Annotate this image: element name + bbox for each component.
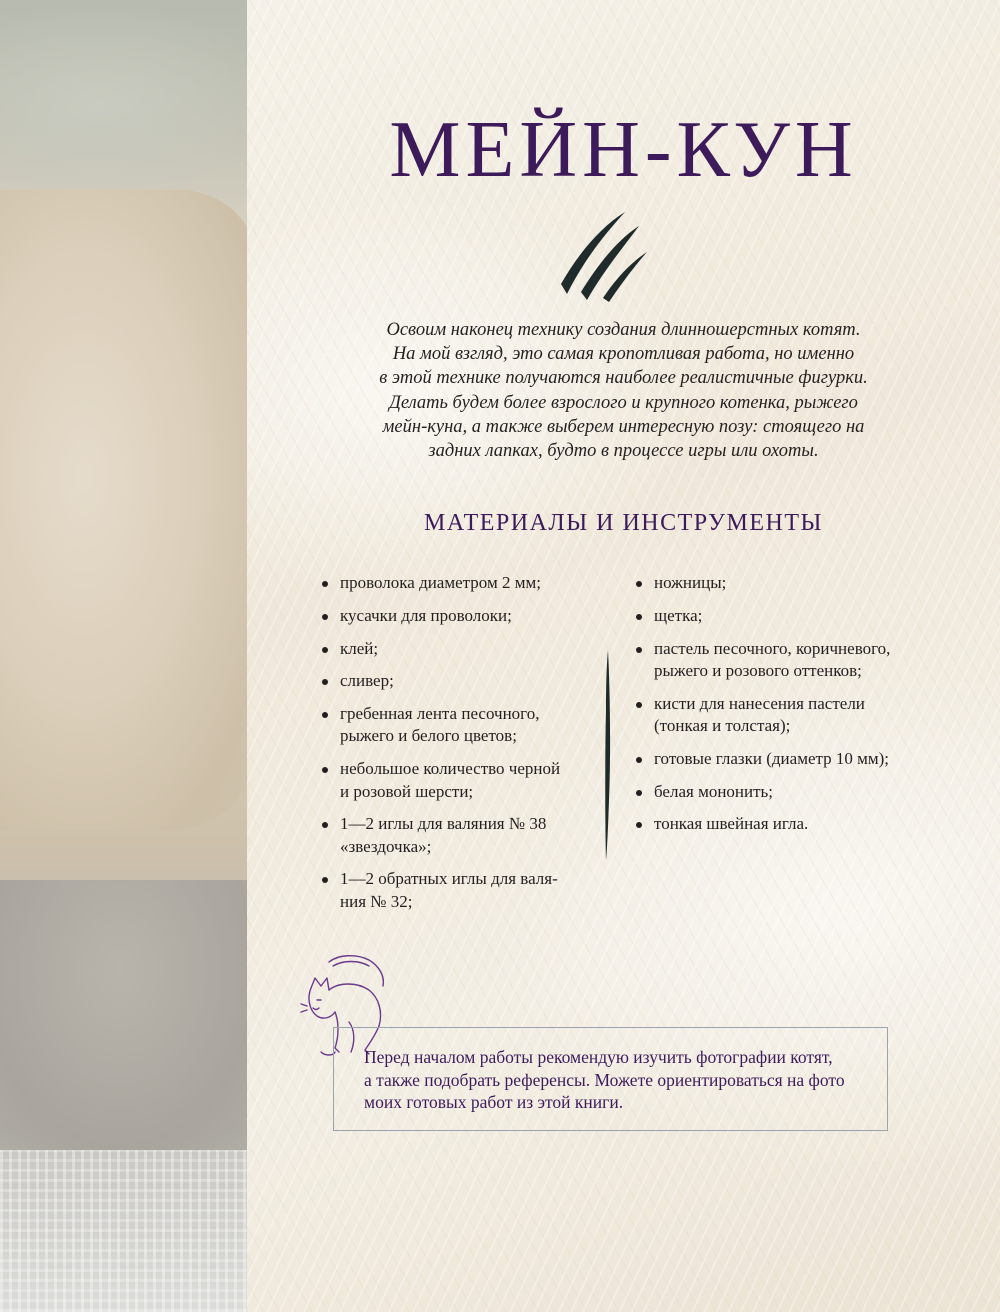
materials-heading: МАТЕРИАЛЫ И ИНСТРУМЕНТЫ <box>424 510 823 536</box>
material-item-text: кусачки для проволоки; <box>340 605 512 625</box>
intro-line: задних лапках, будто в процессе игры или охоты. <box>428 441 819 462</box>
material-item <box>634 693 934 738</box>
material-item-text: (тонкая и толстая); <box>654 715 791 735</box>
material-item-text: и розовой шерсти; <box>340 781 474 801</box>
material-item-text: тонкая швейная игла. <box>654 814 809 834</box>
material-item-text: гребенная лента песочного, <box>340 704 540 724</box>
intro-paragraph <box>287 318 960 463</box>
page-content <box>247 0 1000 1312</box>
pillow-shape <box>0 190 247 830</box>
material-item-text: рыжего и розового оттенков; <box>654 660 862 680</box>
material-item-text: ножницы; <box>654 573 727 592</box>
material-item <box>320 868 590 913</box>
material-item-text: щетка; <box>654 605 703 625</box>
cushion-shape <box>0 880 247 1180</box>
material-item-text: 1—2 обратных иглы для валя- <box>340 869 558 889</box>
material-item <box>320 813 590 858</box>
material-item-text: клей; <box>340 638 379 658</box>
material-item-text: рыжего и белого цветов; <box>340 726 517 746</box>
material-item-text: «звездочка»; <box>340 836 432 856</box>
intro-line: Делать будем более взрослого и крупного котенка, рыжего <box>389 392 858 413</box>
column-divider <box>604 650 612 860</box>
note-text <box>364 1046 864 1114</box>
materials-list-right <box>634 572 934 846</box>
material-item-text: кисти для нанесения пастели <box>654 693 865 713</box>
note-line: Перед началом работы рекомендую изучить фотографии котят, <box>364 1047 833 1067</box>
material-item-text: сливер; <box>340 671 394 691</box>
material-item <box>634 638 934 683</box>
material-item-text: 1—2 иглы для валяния № 38 <box>340 814 547 834</box>
intro-line: На мой взгляд, это самая кропотливая работа, но именно <box>392 344 855 365</box>
material-item-text: готовые глазки (диаметр 10 мм); <box>654 748 890 768</box>
side-photo <box>0 0 247 1312</box>
material-item-text: небольшое количество черной <box>340 759 561 779</box>
material-item <box>320 670 590 692</box>
page-title: МЕЙН-КУН <box>389 106 858 194</box>
material-item <box>634 748 934 770</box>
note-line: моих готовых работ из этой книги. <box>364 1092 624 1112</box>
lace-blanket <box>0 1150 247 1312</box>
intro-line: в этой технике получаются наиболее реалистичные фигурки. <box>379 368 868 389</box>
material-item <box>634 572 934 594</box>
material-item-text: проволока диаметром 2 мм; <box>340 573 541 592</box>
material-item <box>320 703 590 748</box>
material-item-text: ния № 32; <box>340 891 413 911</box>
material-item <box>634 605 934 627</box>
material-item <box>634 781 934 803</box>
material-item <box>320 758 590 803</box>
note-line: а также подобрать референсы. Можете ориентироваться на фото <box>364 1069 845 1090</box>
material-item <box>634 813 934 835</box>
material-item <box>320 605 590 627</box>
material-item <box>320 572 590 594</box>
materials-list-left <box>320 572 590 924</box>
intro-line: Освоим наконец технику создания длинношерстных котят. <box>386 320 861 340</box>
intro-line: мейн-куна, а также выберем интересную позу: стоящего на <box>382 416 865 437</box>
material-item-text: белая мононить; <box>654 781 774 801</box>
material-item-text: пастель песочного, коричневого, <box>654 638 891 658</box>
material-item <box>320 638 590 660</box>
claw-marks-icon <box>559 206 649 302</box>
